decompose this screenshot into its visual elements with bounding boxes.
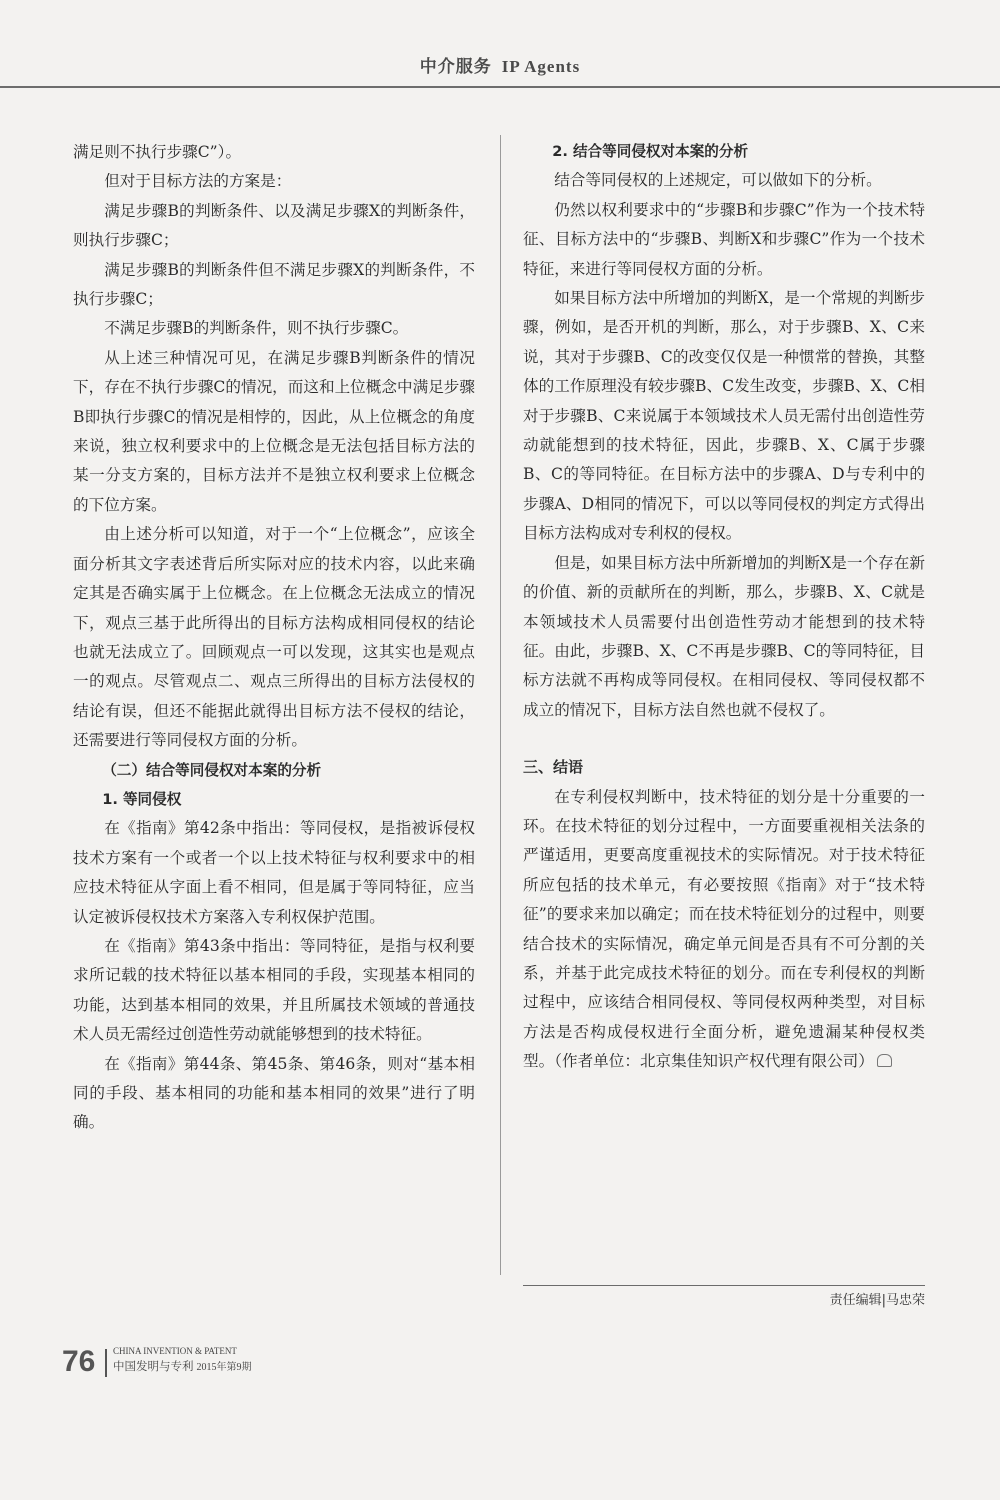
footer-divider [105, 1349, 107, 1377]
editor-rule [523, 1285, 925, 1286]
paragraph: 由上述分析可以知道，对于一个“上位概念”，应该全面分析其文字表述背后所实际对应的技术内容，以此来确定其是否确实属于上位概念。在上位概念无法成立的情况下，观点三基于此所得出的目标方法构成相同侵权的结论也就无法成立了。回顾观点一可以发现，这其实也是观点一的观点。尽管观点二、观点三所得出的目标方法侵权的结论有误，但还不能据此就得出目标方法不侵权的结论，还需要进行等同侵权方面的分析。 [73, 525, 475, 750]
subsection-heading: （二）结合等同侵权对本案的分析 [102, 761, 322, 779]
paragraph: 结合等同侵权的上述规定，可以做如下的分析。 [554, 171, 882, 190]
article-end-icon [877, 1054, 892, 1067]
paragraph: 但对于目标方法的方案是： [104, 172, 292, 191]
paragraph: 在《指南》第44条、第45条、第46条，则对“基本相同的手段、基本相同的功能和基本相同的效果”进行了明确。 [73, 1054, 475, 1132]
paragraph: 但是，如果目标方法中所新增加的判断X是一个存在新的价值、新的贡献所在的判断，那么，步骤B、X、C就是本领域技术人员需要付出创造性劳动才能想到的技术特征。由此，步骤B、X、C不再是步骤B、C的等同特征，目标方法就不再构成等同侵权。在相同侵权、等同侵权都不成立的情况下，目标方法自然也就不侵权了。 [523, 553, 925, 719]
section-title-cn: 中介服务 [419, 57, 492, 77]
paragraph: 满足步骤B的判断条件、以及满足步骤X的判断条件，则执行步骤C； [73, 201, 475, 250]
paragraph: 满足则不执行步骤C”）。 [73, 143, 242, 161]
conclusion-text: 在专利侵权判断中，技术特征的划分是十分重要的一环。在技术特征的划分过程中，一方面要重视相关法条的严谨适用，更要高度重视技术的实际情况。对于技术特征所应包括的技术单元，有必要按照《指南》对于“技术特征”的要求来加以确定；而在技术特征划分的过程中，则要结合技术的实际情况，确定单元间是否具有不可分割的关系，并基于此完成技术特征的划分。而在专利侵权的判断过程中，应该结合相同侵权、等同侵权两种类型，对目标方法是否构成侵权进行全面分析，避免遗漏某种侵权类型。（作者单位：北京集佳知识产权代理有限公司） [523, 787, 925, 1071]
paragraph: 满足步骤B的判断条件但不满足步骤X的判断条件，不执行步骤C； [73, 260, 475, 309]
running-header [0, 48, 1000, 88]
paragraph: 不满足步骤B的判断条件，则不执行步骤C。 [104, 319, 409, 338]
right-column [523, 137, 925, 1077]
journal-name-en: CHINA INVENTION & PATENT [113, 1346, 237, 1356]
section-title [0, 52, 1000, 77]
journal-name-cn: 中国发明与专利 [113, 1359, 194, 1373]
page-number: 76 [62, 1345, 96, 1378]
subsection-heading: 2. 结合等同侵权对本案的分析 [552, 143, 749, 160]
section-title-en: IP Agents [501, 57, 581, 76]
left-column [73, 138, 475, 1138]
subsection-heading: 1. 等同侵权 [102, 790, 182, 808]
column-divider [500, 135, 501, 1275]
paragraph: 从上述三种情况可见，在满足步骤B判断条件的情况下，存在不执行步骤C的情况，而这和上位概念中满足步骤B即执行步骤C的情况是相悖的，因此，从上位概念的角度来说，独立权利要求中的上位概念是无法包括目标方法的某一分支方案的，目标方法并不是独立权利要求上位概念的下位方案。 [73, 348, 475, 514]
paragraph: 在《指南》第42条中指出：等同侵权，是指被诉侵权技术方案有一个或者一个以上技术特征与权利要求中的相应技术特征从字面上看不相同，但是属于等同特征，应当认定被诉侵权技术方案落入专利权保护范围。 [73, 819, 475, 926]
journal-line [113, 1358, 252, 1374]
responsible-editor: 责任编辑|马忠荣 [829, 1293, 925, 1308]
paragraph-final [523, 783, 925, 1077]
paragraph: 如果目标方法中所增加的判断X，是一个常规的判断步骤，例如，是否开机的判断，那么，对于步骤B、X、C来说，其对于步骤B、C的改变仅仅是一种惯常的替换，其整体的工作原理没有较步骤B、C发生改变，步骤B、X、C相对于步骤B、C来说属于本领域技术人员无需付出创造性劳动就能想到的技术特征，因此，步骤B、X、C属于步骤B、C的等同特征。在目标方法中的步骤A、D与专利中的步骤A、D相同的情况下，可以以等同侵权的判定方式得出目标方法构成对专利权的侵权。 [523, 289, 925, 543]
section-heading: 三、结语 [523, 758, 584, 777]
paragraph: 仍然以权利要求中的“步骤B和步骤C”作为一个技术特征、目标方法中的“步骤B、判断X和步骤C”作为一个技术特征，来进行等同侵权方面的分析。 [523, 200, 925, 278]
header-rule [0, 86, 1000, 88]
issue-label: 2015年第9期 [196, 1362, 252, 1373]
paragraph: 在《指南》第43条中指出：等同特征，是指与权利要求所记载的技术特征以基本相同的手段，实现基本相同的功能，达到基本相同的效果，并且所属技术领域的普通技术人员无需经过创造性劳动就能够想到的技术特征。 [73, 936, 475, 1044]
